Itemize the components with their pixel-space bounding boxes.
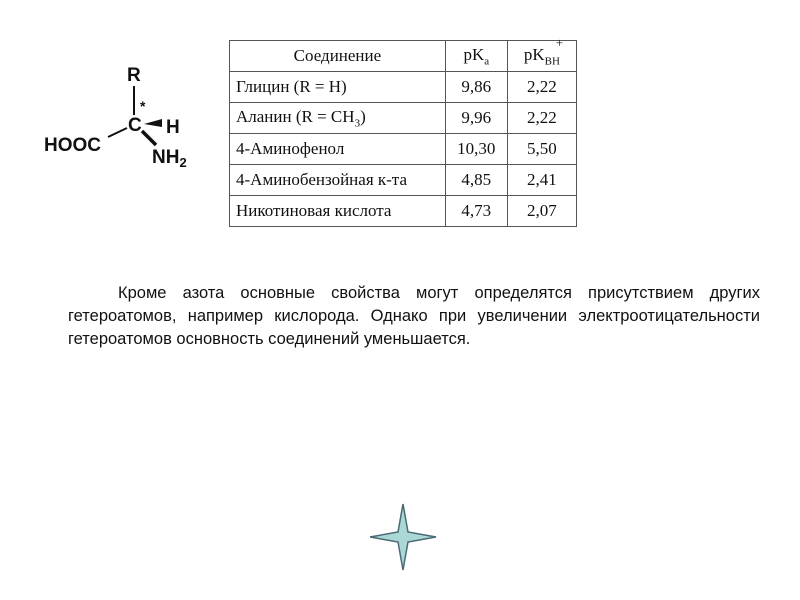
table-row bbox=[230, 196, 577, 227]
cell-pka: 4,73 bbox=[445, 196, 507, 227]
cell-pkbh: 5,50 bbox=[507, 134, 576, 165]
table-row bbox=[230, 165, 577, 196]
table-row bbox=[230, 134, 577, 165]
wedge-bond-h bbox=[144, 119, 162, 127]
amino-label: $NH_2$ bbox=[152, 147, 187, 170]
cell-compound: Никотиновая кислота bbox=[230, 196, 446, 227]
r-group-label: R bbox=[127, 65, 141, 86]
cell-compound: 4-Аминофенол bbox=[230, 134, 446, 165]
alpha-carbon-label: C bbox=[128, 115, 142, 136]
table-header-row bbox=[230, 41, 577, 72]
cell-pkbh: 2,22 bbox=[507, 103, 576, 134]
cell-compound: Глицин (R = H) bbox=[230, 72, 446, 103]
cell-pkbh: 2,22 bbox=[507, 72, 576, 103]
chiral-star-label: * bbox=[140, 98, 146, 114]
pk-table bbox=[229, 35, 577, 227]
body-paragraph: Кроме азота основные свойства могут определятся присутствием других гетероатомов, например кислорода. Однако при увеличении электроотицательности гетероатомов основность соединений уменьшается. bbox=[68, 284, 760, 348]
header-pka: $pK_a$ bbox=[445, 41, 507, 72]
header-compound: Соединение bbox=[230, 41, 446, 72]
star-navigation-icon[interactable] bbox=[368, 502, 438, 572]
table-row bbox=[230, 103, 577, 134]
star-shape bbox=[370, 504, 436, 570]
bold-bond-nh2 bbox=[142, 131, 156, 145]
cell-compound: Аланин $(R = CH_3)$ bbox=[230, 103, 446, 134]
carboxyl-label: HOOC bbox=[44, 135, 101, 156]
amino-acid-structure bbox=[30, 55, 220, 185]
header-pkbh: $pK_{BH}$ + bbox=[507, 41, 576, 72]
cell-pka: 9,86 bbox=[445, 72, 507, 103]
cell-pka: 9,96 bbox=[445, 103, 507, 134]
cell-pka: 10,30 bbox=[445, 134, 507, 165]
table-row bbox=[230, 72, 577, 103]
hydrogen-label: H bbox=[166, 117, 180, 138]
cell-compound: 4-Аминобензойная к-та bbox=[230, 165, 446, 196]
cell-pka: 4,85 bbox=[445, 165, 507, 196]
cell-pkbh: 2,41 bbox=[507, 165, 576, 196]
cell-pkbh: 2,07 bbox=[507, 196, 576, 227]
c-cooh-bond bbox=[108, 128, 127, 137]
